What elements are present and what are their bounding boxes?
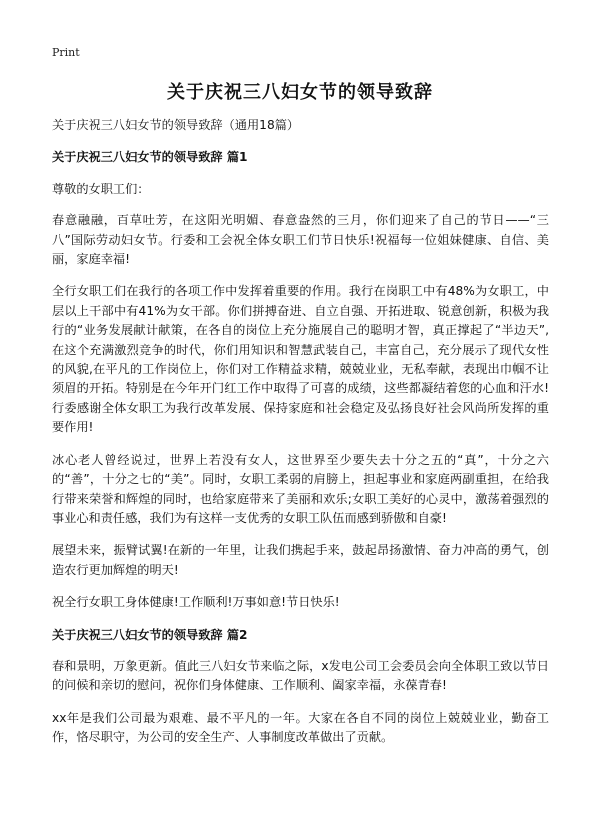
paragraph: 春和景明，万象更新。值此三八妇女节来临之际，x发电公司工会委员会向全体职工致以节日的问候和亲切的慰问，祝你们身体健康、工作顺利、阖家幸福，永葆青春! (52, 658, 549, 693)
paragraph: 尊敬的女职工们： (52, 181, 150, 196)
document-body (52, 116, 549, 761)
paragraph: 祝全行女职工身体健康!工作顺利!万事如意!节日快乐! (52, 595, 340, 610)
paragraph: 冰心老人曾经说过，世界上若没有女人，这世界至少要失去十分之五的“真”，十分之六的“善”，十分之七的“美”。同时，女职工柔弱的肩膀上，担起事业和家庭两副重担，在给我行带来荣誉和辉煌的同时，也给家庭带来了美丽和欢乐;女职工美好的心灵中，激荡着强烈的事业心和责任感，我们为有这样一支优秀的女职工队伍而感到骄傲和自豪! (52, 452, 549, 525)
paragraph: 春意融融，百草吐芳，在这阳光明媚、春意盎然的三月，你们迎来了自己的节日——“三八”国际劳动妇女节。行委和工会祝全体女职工们节日快乐!祝福每一位姐妹健康、自信、美丽，家庭幸福! (52, 213, 549, 267)
document-subtitle: 关于庆祝三八妇女节的领导致辞（通用18篇） (52, 118, 300, 132)
paragraph: 全行女职工们在我行的各项工作中发挥着重要的作用。我行在岗职工中有48%为女职工，中层以上干部中有41%为女干部。你们拼搏奋进、自立自强、开拓进取、锐意创新，积极为我行的“业务发展献计献策，在各自的岗位上充分施展自己的聪明才智，真正撑起了“半边天”,在这个充满激烈竞争的时代，你们用知识和智慧武装自己，丰富自己，充分展示了现代女性的风貌,在平凡的工作岗位上，你们对工作精益求精，兢兢业业，无私奉献，表现出巾帼不让须眉的开拓。特别是在今年开门红工作中取得了可喜的成绩，这些都凝结着您的心血和汗水!行委感谢全体女职工为我行改革发展、保持家庭和社会稳定及弘扬良好社会风尚所发挥的重要作用! (52, 284, 549, 435)
print-link[interactable]: Print (52, 46, 80, 59)
paragraph: 展望未来，振臂试翼!在新的一年里，让我们携起手来，鼓起昂扬激情、奋力冲高的勇气，创造农行更加辉煌的明天! (52, 543, 549, 577)
section-heading-2: 关于庆祝三八妇女节的领导致辞 篇2 (52, 627, 248, 642)
document-title: 关于庆祝三八妇女节的领导致辞 (167, 82, 433, 103)
section-heading-1: 关于庆祝三八妇女节的领导致辞 篇1 (52, 150, 248, 165)
paragraph: xx年是我们公司最为艰难、最不平凡的一年。大家在各自不同的岗位上兢兢业业，勤奋工作，恪尽职守，为公司的安全生产、人事制度改革做出了贡献。 (52, 710, 549, 745)
